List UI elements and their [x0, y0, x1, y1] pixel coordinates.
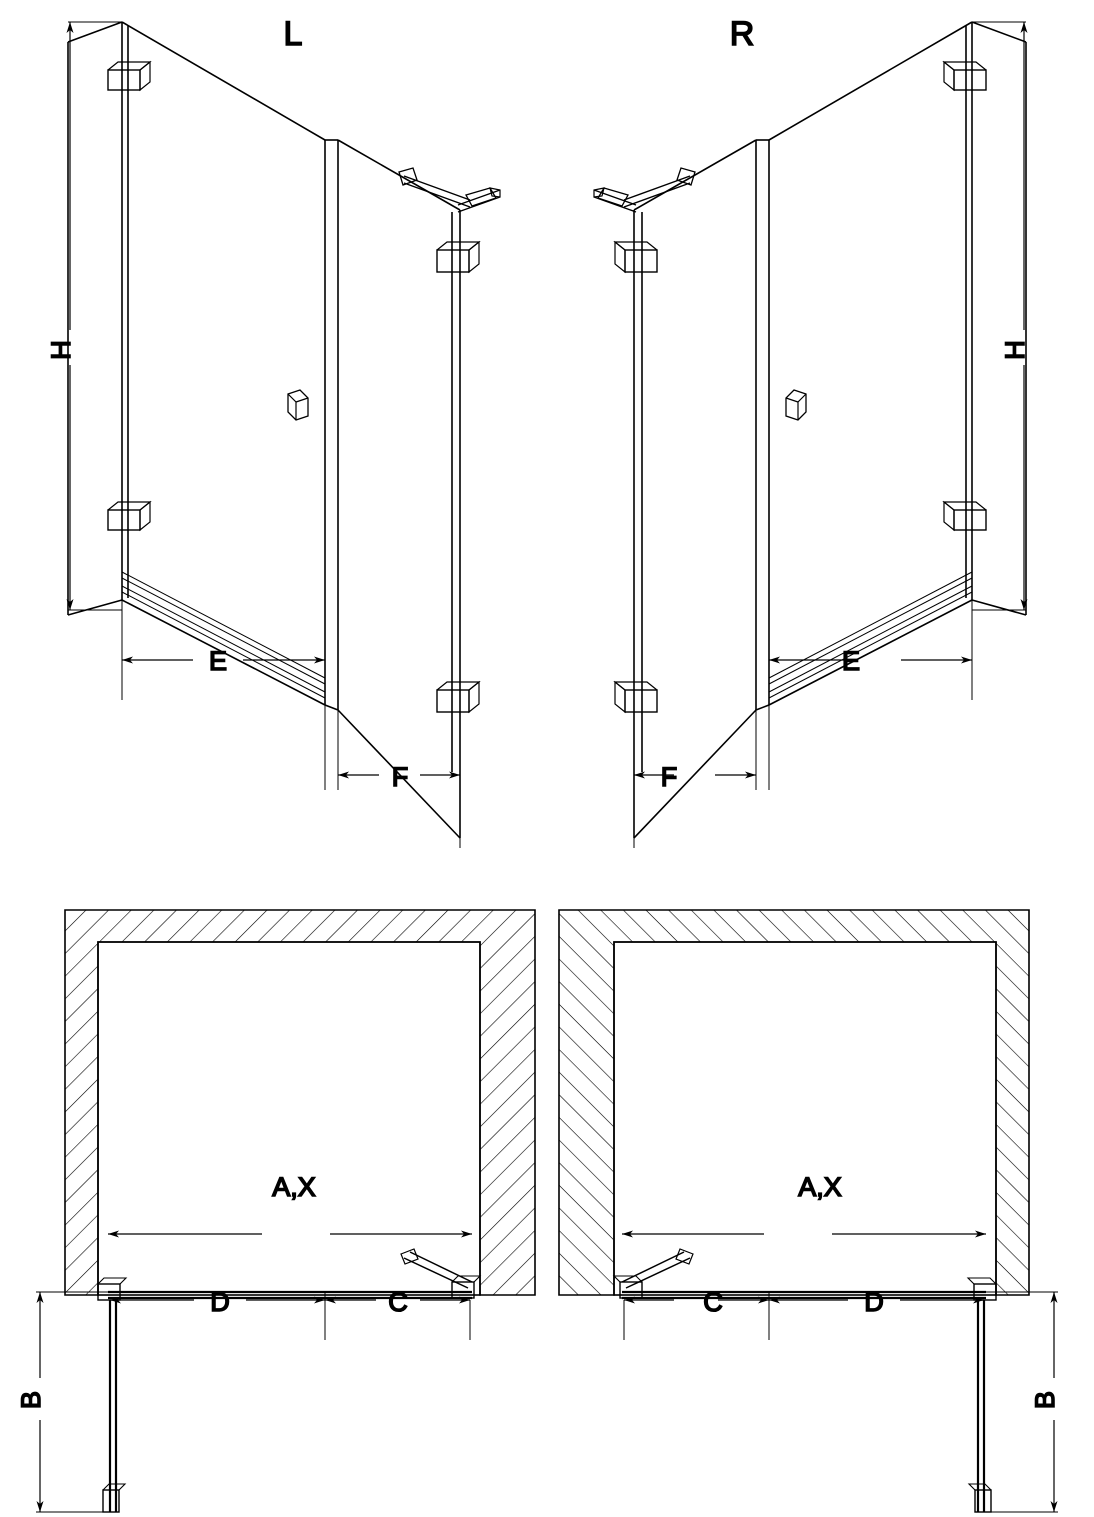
- dim-label-D-right: D: [864, 1287, 884, 1317]
- dim-label-F-left: F: [391, 762, 409, 792]
- plan-hinge-bottom-left: [103, 1484, 125, 1512]
- view-title-left: L: [283, 15, 303, 53]
- hinge-door-top-right: [615, 242, 657, 272]
- hinge-door-bottom-left: [437, 682, 479, 712]
- hinge-door-bottom-right: [615, 682, 657, 712]
- plan-left: [16, 910, 535, 1512]
- door-handle-left: [288, 390, 308, 420]
- dim-label-E-left: E: [208, 646, 228, 676]
- dim-label-E-right: E: [841, 646, 861, 676]
- plan-hinge-wall-left: [98, 1278, 126, 1300]
- plan-hinge-wall-right: [968, 1278, 996, 1300]
- dim-label-C-left: C: [388, 1287, 408, 1317]
- dim-label-B-right: B: [1030, 1390, 1060, 1410]
- dim-label-AX-right: A,X: [798, 1172, 842, 1202]
- dim-label-F-right: F: [660, 762, 678, 792]
- plan-stabiliser-right: [614, 1249, 693, 1298]
- hinge-door-top-left: [437, 242, 479, 272]
- hinge-top-right: [944, 62, 986, 90]
- dim-label-C-right: C: [703, 1287, 723, 1317]
- stabiliser-bar-right: [594, 168, 695, 212]
- plan-hinge-bottom-right: [969, 1484, 991, 1512]
- view-title-right: R: [729, 15, 755, 53]
- door-handle-right: [786, 390, 806, 420]
- dim-label-D-left: D: [210, 1287, 230, 1317]
- hinge-bottom-left: [108, 502, 150, 530]
- plan-stabiliser-left: [401, 1249, 480, 1298]
- stabiliser-bar-left: [399, 168, 500, 212]
- elevation-left: [46, 22, 500, 848]
- elevation-right: [594, 22, 1026, 848]
- dim-label-height-right: H: [1000, 340, 1030, 360]
- dim-label-B-left: B: [16, 1390, 46, 1410]
- plan-right: [559, 910, 1058, 1512]
- hinge-bottom-right: [944, 502, 986, 530]
- dim-label-AX-left: A,X: [272, 1172, 316, 1202]
- hinge-top-left: [108, 62, 150, 90]
- dim-label-height-left: H: [46, 340, 76, 360]
